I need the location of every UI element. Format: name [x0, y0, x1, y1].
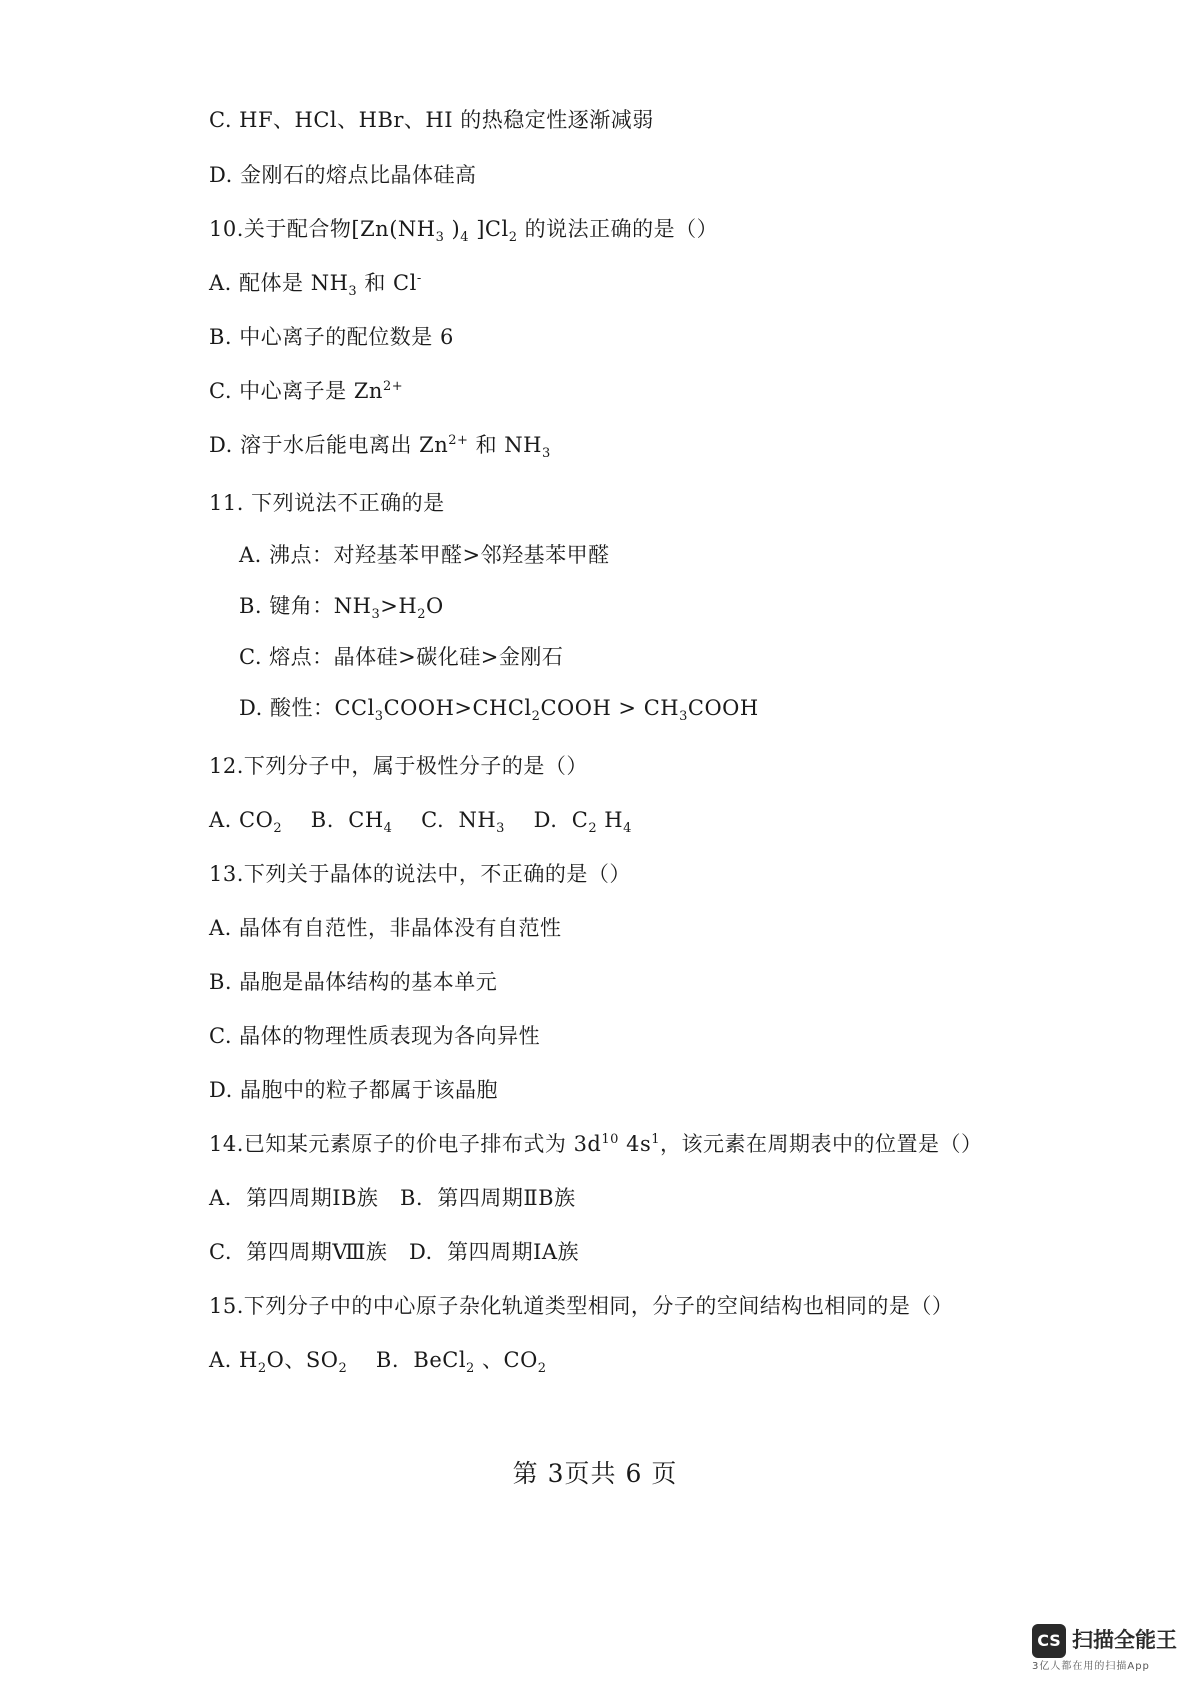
q14-stem: 14.已知某元素原子的价电子排布式为 $3d^{10}$ $4s^1$，该元素在周期表中的位置是（）	[209, 1132, 983, 1156]
q11-option-a: A. 沸点：对羟基苯甲醛>邻羟基苯甲醛	[239, 543, 610, 567]
q14-options-cd: C. 第四周期Ⅷ族 D. 第四周期ⅠA族	[209, 1240, 580, 1264]
scanner-watermark	[1032, 1624, 1182, 1676]
q12-stem: 12.下列分子中，属于极性分子的是（）	[209, 754, 588, 778]
q13-option-a: A. 晶体有自范性，非晶体没有自范性	[209, 916, 562, 940]
q11-stem: 11. 下列说法不正确的是	[209, 491, 445, 515]
q10-option-d: D. 溶于水后能电离出 $Zn^{2+}$ 和 $NH_3$	[209, 433, 551, 462]
q15-options: A. $H_2O$、$SO_2$ B. BeCl$_2$ 、$CO_2$	[209, 1348, 547, 1377]
q10-stem: 10.关于配合物[$Zn(NH_3$ )$_4$ ]$Cl_2$ 的说法正确的是（）	[209, 217, 719, 246]
q13-option-d: D. 晶胞中的粒子都属于该晶胞	[209, 1078, 498, 1102]
q15-stem: 15.下列分子中的中心原子杂化轨道类型相同，分子的空间结构也相同的是（）	[209, 1294, 954, 1318]
q9-option-d: D. 金刚石的熔点比晶体硅高	[209, 163, 477, 187]
q11-option-d: D. 酸性：CCl$_3$COOH>CHCl$_2$COOH > $CH_3COOH$	[239, 696, 759, 725]
camscanner-logo-icon: CS	[1032, 1624, 1066, 1658]
q13-option-c: C. 晶体的物理性质表现为各向异性	[209, 1024, 541, 1048]
watermark-app-name: 扫描全能王	[1072, 1628, 1177, 1652]
q11-option-b: B. 键角：$NH_3>H_2O$	[239, 594, 444, 623]
page-number: 第 3页共 6 页	[512, 1459, 678, 1488]
q9-option-c: C. HF、HCl、HBr、HI 的热稳定性逐渐减弱	[209, 108, 654, 132]
q10-option-a: A. 配体是 $NH_3$ 和 Cl-	[209, 271, 422, 300]
q10-option-b: B. 中心离子的配位数是 6	[209, 325, 454, 349]
q12-options: A. $CO_2$ B. $CH_4$ C. $NH_3$ D. $C_2$ $H_4$	[209, 808, 632, 837]
q10-option-c: C. 中心离子是 $Zn^{2+}$	[209, 379, 404, 403]
q13-stem: 13.下列关于晶体的说法中，不正确的是（）	[209, 862, 631, 886]
q13-option-b: B. 晶胞是晶体结构的基本单元	[209, 970, 498, 994]
watermark-tagline: 3亿人都在用的扫描App	[1032, 1661, 1150, 1672]
q14-options-ab: A. 第四周期ⅠB族 B. 第四周期ⅡB族	[209, 1186, 576, 1210]
q11-option-c: C. 熔点：晶体硅>碳化硅>金刚石	[239, 645, 564, 669]
